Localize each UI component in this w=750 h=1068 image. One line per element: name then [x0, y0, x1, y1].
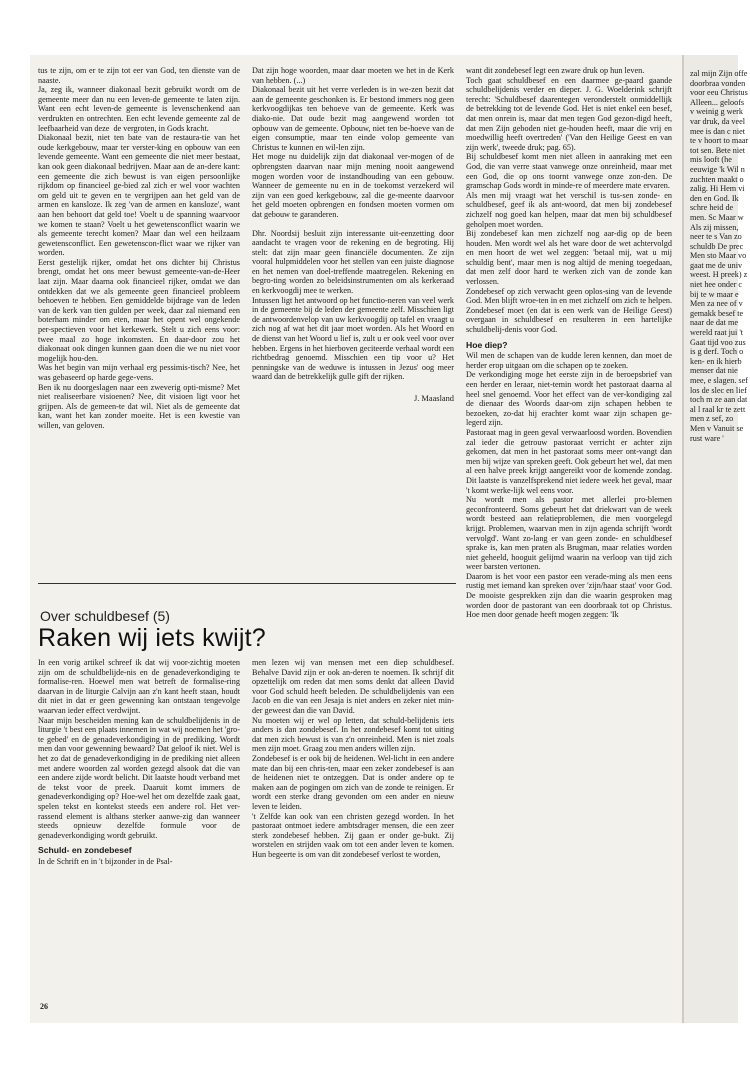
paragraph: Bij schuldbesef komt men niet alleen in aanraking met een God, die van verre staat vanwege onze onreinheid, maar met een God, die op ons toornt vanwege onze zon-den. De gramschap Gods wordt in minde-re of meerdere mate ervaren. [466, 152, 672, 191]
paragraph: De verkondiging moge het eerste zijn in de beroepsbrief van een herder en leraar, niet-temin wordt het pastoraat daarna al heel snel genoemd. Voor het effect van de ver-kondiging zal de dienaar des Woords daar-om zijn schapen hebben te bezoeken, zo-dat hij erachter komt waar zijn schapen ge-legerd zijn. [466, 370, 672, 428]
paragraph: Wil men de schapen van de kudde leren kennen, dan moet de herder erop uitgaan om die schapen op te zoeken. [466, 351, 672, 370]
paragraph: Ja, zeg ik, wanneer diakonaal bezit gebruikt wordt om de gemeente meer dan nu een leven-de gemeente te laten zijn. Want een echt leven-de gemeente is levenschenkend aan verdrukten en ontrechten. Een echt levende gemeente zal de leefbaarheid van deze ⁣ de vergroten, in Gods kracht. [38, 85, 240, 133]
paragraph: 't Zelfde kan ook van een christen gezegd worden. In het pastoraat ontmoet iedere ambtsdrager mensen, die een zeer sterk zondebesef hebben. Zij gaan er onder ge-bukt. Zij worstelen en strijden vaak om tot een ander leven te komen. Hun begeerte is om van dit zondebesef verlost te worden, [252, 811, 454, 859]
author-signature: J. Maasland [413, 394, 454, 403]
article-bottom-column-2 [252, 658, 454, 983]
paragraph: Nu wordt men als pastor met allerlei pro-blemen geconfronteerd. Soms gebeurt het dat driekwart van de week wordt besteed aan relatieproblemen, die men voorgelegd krijgt. Problemen, waarvan men in zijn agenda schrijft 'wordt vervolgd'. Want zo-lang er van geen zonde- en schuldbesef sprake is, kan men praten als Brugman, maar relaties worden niet geheeld, hooguit gelijmd waarin na verloop van tijd zich weer barsten vertonen. [466, 495, 672, 572]
article-bottom-column-1 [38, 658, 240, 983]
paragraph: Intussen ligt het antwoord op het functio-neren van veel werk in de gemeente bij de leden der gemeente zelf. Misschien ligt de antwoordenvelop van uw kerkvoogdij op tafel en vraagt u zich nog af wat het dit jaar moet worden. Als het Woord en de dienst van het Woord u lief is, zult u er ook veel voor over hebben. Ergens in het hierboven geciteerde verhaal wordt een richtbedrag genoemd. Misschien een tip voor u? Het penningske van de weduwe is intussen in Jezus' oog meer waard dan de betrekkelijk gulle gift der rijken. [252, 295, 454, 382]
paragraph: Toch gaat schuldbesef en een daarmee ge-paard gaande schuldbelijdenis verder en dieper. J. G. Woelderink schrijft terecht: 'Schuldbesef daarentegen veronderstelt onmiddellijk de betrekking tot de levende God. Het is niet enkel een besef, dat men onrein is, maar dat men tegen God gezon-digd heeft, dat men Zijn geboden niet ge-houden heeft, maar die vrij en moedwillig heeft overtreden' ('Van den Heilige Geest en van zijn werk', tweede druk; pag. 65). [466, 75, 672, 152]
paragraph: Daarom is het voor een pastor een verade-ming als men eens rustig met iemand kan spreken over 'zijn/haar staat' voor God. De mooiste gesprekken zijn dan die waarin gesproken mag worden door de pastorant van een doorbraak tot op Christus. Hoe men door genade heeft mogen zeggen: 'Ik [466, 571, 672, 620]
series-label: Over schuldbesef (5) [40, 608, 170, 624]
page-number: 26 [40, 1002, 48, 1011]
paragraph: Was het begin van mijn verhaal erg pessimis-tisch? Nee, het was gebaseerd op harde gege-vens. [38, 363, 240, 382]
article-column-3 [466, 66, 672, 984]
paragraph: Bij zondebesef kan men zichzelf nog aar-dig op de been houden. Men wordt wel als het ware door de wet achtervolgd en men hoort de wet wel zeggen: 'betaal mij, wat u mij schuldig bent', maar men is nog altijd de mening toegedaan, dat men zelf door hard te werken zich van de zonde kan verlossen. [466, 229, 672, 287]
section-divider [38, 583, 456, 584]
paragraph: Als men mij vraagt wat het verschil is tus-sen zonde- en schuldbesef, geef ik als ant-woord, dat men bij zondebesef zichzelf nog goed kan helpen, maar dat men bij schuldbesef geholpen moet worden. [466, 190, 672, 229]
paragraph: Zondebesef is er ook bij de heidenen. Wel-licht in een andere mate dan bij een chris-ten, maar een zeker zondebesef is aan de heidenen niet te ontzeggen. Dat is onder andere op te maken aan de pogingen om zich van de zonde te reinigen. Er wordt een sterke drang gevonden om een ander en nieuw leven te leiden. [252, 753, 454, 811]
article-headline: Raken wij iets kwijt? [38, 624, 266, 652]
paragraph: Eerst gestelijk rijker, omdat het ons dichter bij Christus brengt, omdat het ons meer bewust gemeente-van-de-Heer laat zijn. Maar daarna ook financieel rijker, omdat we dan ontdekken dat we als gemeente geen financieel probleem behoeven te hebben. Een gemiddelde bijdrage van de leden van de kerk van tien gulden per week, daar zal niemand een boterham minder om eten, maar het opent wel ongekende per-spectieven voor het kerkewerk. Stelt u zich eens voor: twee maal zo hoge inkomsten. En daar-door zou het diakonaat ook dingen kunnen gaan doen die we nu niet voor mogelijk hou-den. [38, 257, 240, 363]
paragraph: Dhr. Noordsij besluit zijn interessante uit-eenzetting door aandacht te vragen voor de rekening en de begroting. Hij stelt: dat zijn maar geen financiële documenten. Ze zijn vooral hulpmiddelen voor het stellen van een juiste diagnose en het nemen van doel-treffende maatregelen. Rekening en begro-ting worden zo beleidsinstrumenten om als kerkeraad en kerkvoogdij mee te werken. [252, 228, 454, 296]
paragraph: Pastoraat mag in geen geval verwaarloosd worden. Bovendien zal ieder die getrouw pastoraat verricht er achter zijn gekomen, dat men in het pastoraat soms meer ont-vangt dan men bij wijze van spreken geeft. Ook gebeurt het wel, dat men al een halve preek krijgt aangereikt voor de komende zondag. Dit laatste is vanzelfsprekend niet iedere week het geval, maar 't komt werke-lijk wel eens voor. [466, 427, 672, 495]
article-top-column-1 [38, 66, 240, 580]
paragraph: Zondebesef op zich verwacht geen oplos-sing van de levende God. Men blijft wroe-ten in en met zichzelf om zich te helpen. Zondebesef moet (en dat is een werk van de Heilige Geest) overgaan in schuldbesef en resulteren in een hartelijke schuldbelij-denis voor God. [466, 286, 672, 335]
paragraph: Ben ik nu doorgeslagen naar een zweverig opti-misme? Met niet realiseerbare visioenen? Nee, dit visioen ligt voor het grijpen. Als de gemeen-te dat wil. Niet als de gemeente dat kan, want het kan zonder moeite. Het is een kwestie van willen, van geloven. [38, 382, 240, 430]
section-heading: Hoe diep? [466, 339, 508, 350]
paragraph: men lezen wij van mensen met een diep schuldbesef. Behalve David zijn er ook an-deren te noemen. Ik schrijf dit opzettelijk om reden dat men soms denkt dat alleen David voor God schuld heeft beleden. De schuldbelijdenis van een Jacob en die van een Jesaja is niet anders en zeker niet min-der geweest dan die van David. [252, 658, 454, 715]
paragraph: In de Schrift en in 't bijzonder in de Psal- [38, 856, 173, 866]
paragraph: Dat zijn hoge woorden, maar daar moeten we het in de Kerk van hebben. (...) [252, 66, 454, 85]
paragraph: Diakonaal bezit uit het verre verleden is in we-zen bezit dat aan de gemeente geschonken is. Er bestond immers nog geen kerkvoogdijkas ten behoeve van de gemeente. Kerk was diako-nie. Dat oude bezit mag aangewend worden tot opbouw van de gemeente. Opbouw, niet ten be-hoeve van de eigen consumptie, maar ten einde volop gemeente van Christus te kunnen en wil-len zijn. [252, 85, 454, 152]
paragraph: Diakonaal bezit, niet ten bate van de restaura-tie van het oude kerkgebouw, maar ter verster-king en opbouw van een levende gemeente. Want een gemeente die niet meer bestaat, kan ook geen diakonaal bedrijven. Maar aan de an-dere kant: een gemeente die zich bewust is van eigen persoonlijke rijkdom op financieel ge-bied zal zich er wel voor wachten om geld uit te geven en te vergrijpen aan het geld van de armen en kansloze. Ik zeg 'van de armen en kansloze', want aan hen behoort dat geld toe! Voelt u de spanning waarvoor we komen te staan? Voelt u het gewetensconflict waarin we als gemeente terecht komen? Maar dan wel een heilzaam gewetensconflict. Een gewetenscon-flict waar we rijker van worden. [38, 133, 240, 258]
paragraph: Het moge nu duidelijk zijn dat diakonaal ver-mogen of de opbrengsten daarvan naar mijn mening nooit aangewend mogen worden voor de instandhouding van een gebouw. Wanneer de gemeente nu en in de toekomst verzekerd wil zijn van een goed kerkgebouw, zal die ge-meente daarvoor het geld moeten opbrengen en fondsen moeten vormen om dat gebouw te garanderen. [252, 152, 454, 219]
paragraph: want dit zondebesef legt een zware druk op hun leven. [466, 66, 645, 75]
next-page-edge [684, 55, 749, 1023]
paragraph: In een vorig artikel schreef ik dat wij voor-zichtig moeten zijn om de schuldbelijde-nis en de genadeverkondiging te formalise-ren. Hoewel men wat betreft de formalise-ring daarvan in de liturgie Calvijn aan z'n kant heeft staan, houdt dit niet in dat er geen gewenning kan ontstaan tengevolge waarvan ieder effect verdwijnt. [38, 658, 240, 715]
paragraph: tus te zijn, om er te zijn tot eer van God, ten dienste van de naaste. [38, 66, 240, 85]
next-page-text-fragment: zal mijn Zijn offe doorbraa vonden voor eeu Christus Alleen... geloofs v weinig g werk var druk, da veel mee is dan c niet te v hoort to maar tot sen. Bete niet mis looft (he eeuwige 'k Wil n zuchten maakt o zalig. Hi Hem vi den en God. Ik schre heid de men. Sc Maar w Als zij missen, neer te s Van zo schuldb De prec Men sto Maar vo gaat me de univ weest. H preek) z niet hee onder c bij te w maar e Men za nee of v gemakk besef te naar de dat me wereld raat jui 't Gaat tijd voo zus is g derf. Toch o ken- en ik hierb menser dat nie mee, e slagen. sef los de slec en lief toch m ze aan dat al l raal kr te zett men z sef, zo Men v Vanuit se rust ware ' [690, 69, 749, 443]
section-heading: Schuld- en zondebesef [38, 845, 132, 856]
paragraph: Naar mijn bescheiden mening kan de schuldbelijdenis in de liturgie 't best een plaats innemen in wat wij noemen het 'gro-te gebed' en de genadeverkondiging in de prediking. Wordt men dan voor gewenning bewaard? Dat geloof ik niet. Wel is het zo dat de genadeverkondiging in de prediking niet alleen met andere woorden zal worden gezegd alsook dat die van een andere zijde wordt belicht. Dit laatste houdt verband met de tekst voor de preek. Daaruit komt immers de genadeverkondiging op? Hoe-wel het om dezelfde zaak gaat, spelen tekst en kontekst steeds een andere rol. Het ver-rassend element is althans sterker aanwe-zig dan wanneer steeds opnieuw dezelfde formule voor de genadeverkondiging wordt gebruikt. [38, 715, 240, 840]
article-top-column-2 [252, 66, 454, 578]
paragraph: Nu moeten wij er wel op letten, dat schuld-belijdenis iets anders is dan zondebesef. In het zondebesef komt tot uiting dat men zich bewust is van z'n onreinheid. Men is niet zoals men zijn moet. Graag zou men anders willen zijn. [252, 715, 454, 754]
